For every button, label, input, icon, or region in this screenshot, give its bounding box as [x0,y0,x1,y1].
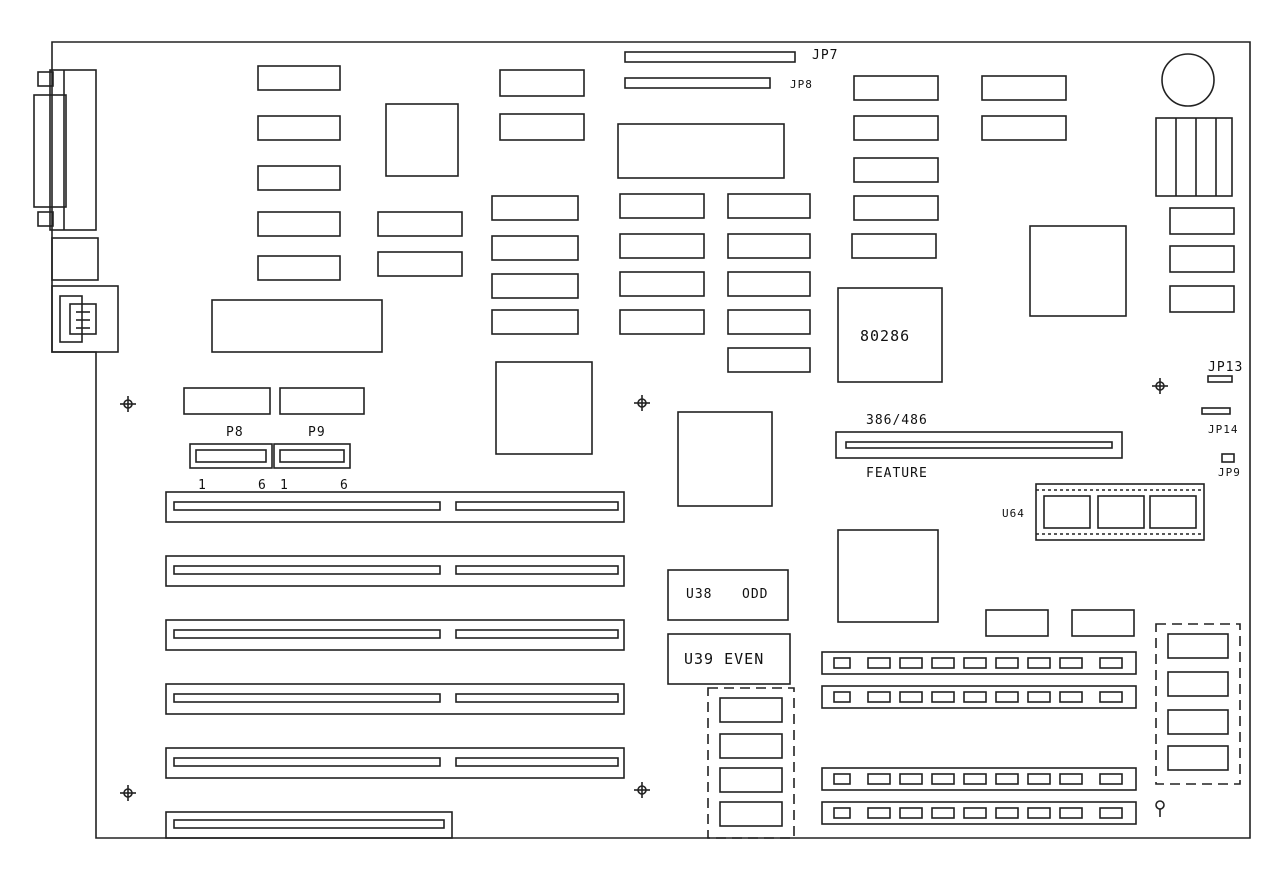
jp8-header [625,78,770,88]
isa-slots [166,492,624,838]
jp7-header [625,52,795,62]
optional-cache-area [708,688,794,838]
slot-label-386-486: 386/486 [866,413,928,428]
p9-pin-last: 6 [340,478,349,493]
dip-chips [184,66,1234,636]
board-outline [52,42,1250,838]
p8-connector [190,444,272,468]
jp8-label: JP8 [790,78,813,91]
jp13-jumper [1208,376,1232,382]
slot-label-feature: FEATURE [866,466,928,481]
u38-tag: ODD [742,587,769,602]
jp14-jumper [1202,408,1230,414]
port-block [52,238,98,280]
jp13-label: JP13 [1208,360,1244,375]
db-connector [34,70,96,230]
square-chips [386,104,1126,622]
power-connector [52,286,118,352]
u64-socket [1036,484,1204,540]
p8-pin-first: 1 [198,478,207,493]
jp9-label: JP9 [1218,466,1241,479]
cpu-label: 80286 [860,327,911,345]
p8-label: P8 [226,425,244,440]
jp14-label: JP14 [1208,423,1239,436]
jp9-jumper [1222,454,1234,462]
p9-pin-first: 1 [280,478,289,493]
u38-label: U38 [686,587,713,602]
u39-label: U39 EVEN [684,650,765,668]
p9-label: P9 [308,425,326,440]
resistor-pack [1156,118,1232,196]
jp7-label: JP7 [812,48,839,63]
p8-pin-last: 6 [258,478,267,493]
u64-label: U64 [1002,507,1025,520]
battery [1162,54,1214,106]
optional-cache-area-right [1156,624,1240,784]
feature-slot [836,432,1122,458]
simm-slots [822,652,1136,824]
p9-connector [274,444,350,468]
